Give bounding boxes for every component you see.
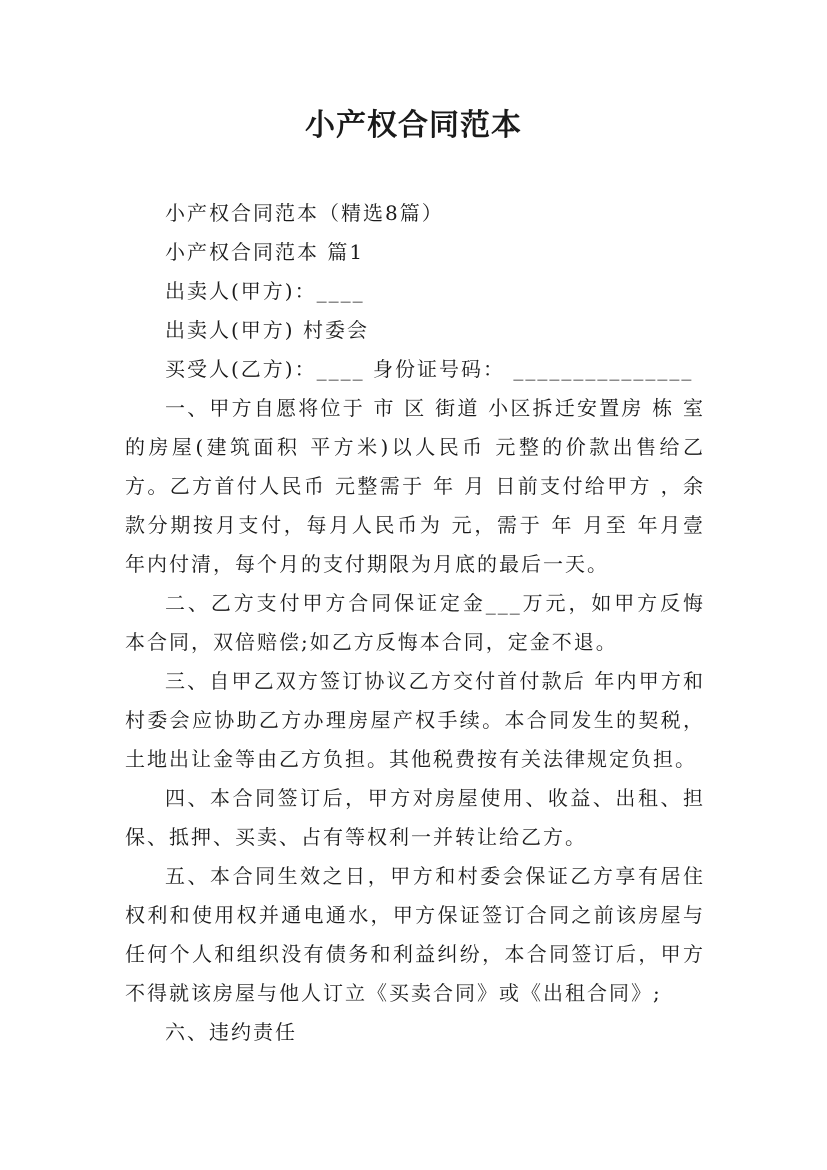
paragraph-clause-4: 四、本合同签订后，甲方对房屋使用、收益、出租、担保、抵押、买卖、占有等权利一并转让给乙方。 — [125, 786, 705, 849]
paragraph-buyer: 买受人(乙方)：____ 身份证号码： _______________ — [165, 357, 694, 381]
paragraph-subtitle: 小产权合同范本（精选8篇） — [165, 201, 444, 225]
paragraph-section-heading: 小产权合同范本 篇1 — [165, 240, 365, 264]
document-title: 小产权合同范本 — [305, 108, 522, 143]
document-body — [125, 194, 705, 1052]
paragraph-clause-1: 一、甲方自愿将位于 市 区 街道 小区拆迁安置房 栋 室的房屋(建筑面积 平方米)以人民币 元整的价款出售给乙方。乙方首付人民币 元整需于 年 月 日前支付给甲方 ，余款分期按月支付，每月人民币为 元，需于 年 月至 年月壹年内付清，每个月的支付期限为月底的最后一天。 — [125, 396, 705, 576]
paragraph-clause-2: 二、乙方支付甲方合同保证定金___万元，如甲方反悔本合同，双倍赔偿;如乙方反悔本合同，定金不退。 — [125, 591, 705, 654]
paragraph-clause-3: 三、自甲乙双方签订协议乙方交付首付款后 年内甲方和村委会应协助乙方办理房屋产权手续。本合同发生的契税，土地出让金等由乙方负担。其他税费按有关法律规定负担。 — [125, 669, 705, 771]
paragraph-seller-a: 出卖人(甲方)：____ — [165, 279, 365, 303]
paragraph-clause-5: 五、本合同生效之日，甲方和村委会保证乙方享有居住权利和使用权并通电通水，甲方保证签订合同之前该房屋与任何个人和组织没有债务和利益纠纷，本合同签订后，甲方不得就该房屋与他人订立《买卖合同》或《出租合同》; — [125, 864, 705, 1005]
paragraph-seller-village: 出卖人(甲方) 村委会 — [165, 318, 369, 342]
paragraph-clause-6: 六、违约责任 — [165, 1020, 297, 1044]
